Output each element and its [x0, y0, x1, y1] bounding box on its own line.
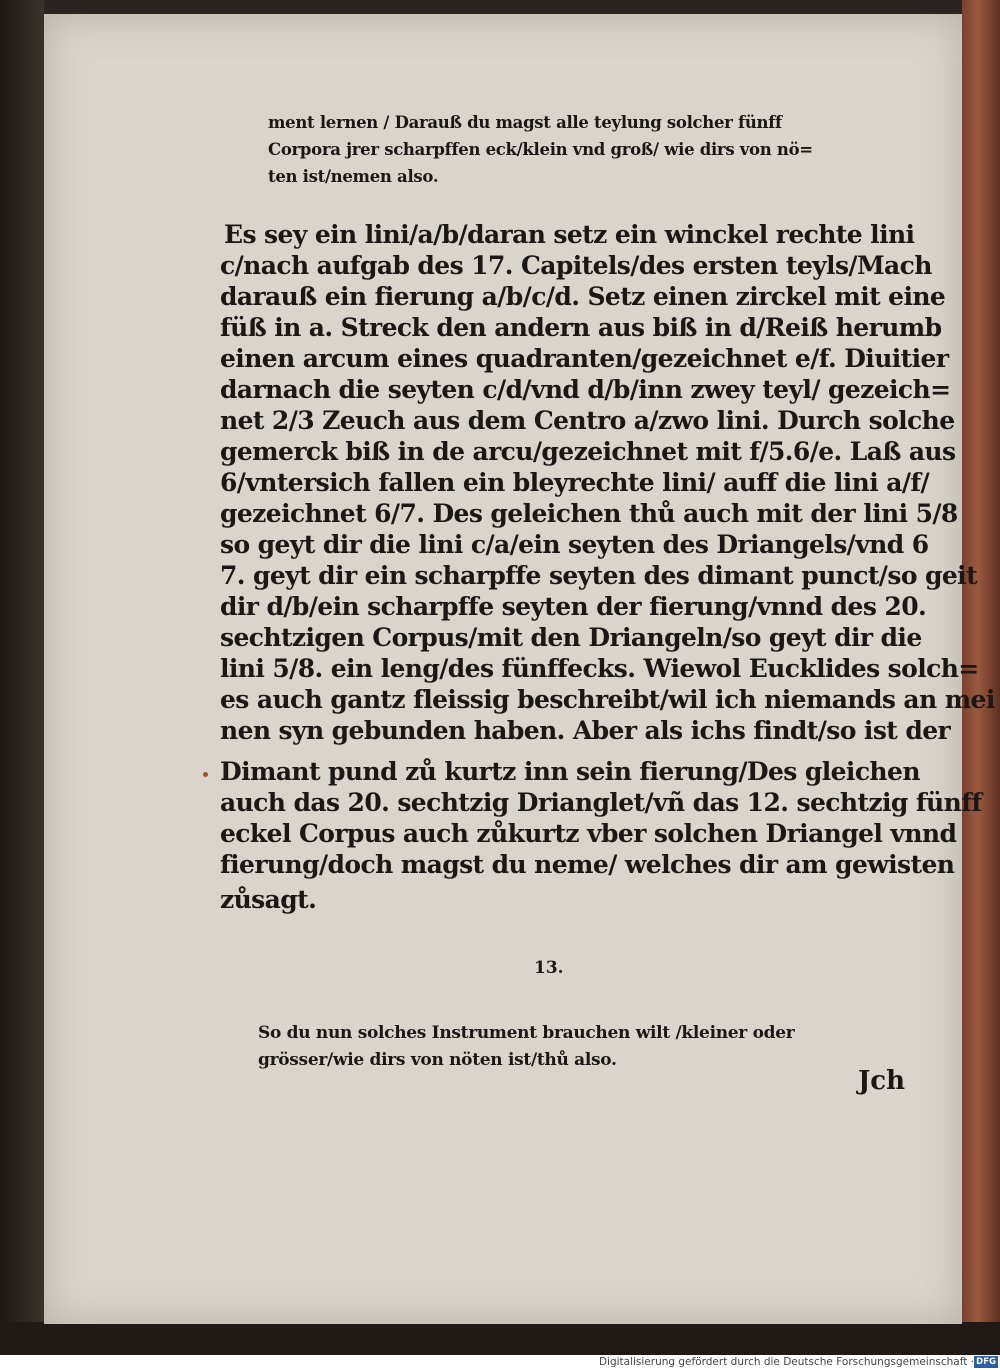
- body-line: auch das 20. sechtzig Drianglet/vñ das 12. sechtzig fünff: [220, 788, 982, 817]
- body-line: darnach die seyten c/d/vnd d/b/inn zwey teyl/ gezeich=: [220, 375, 951, 404]
- body-line: net 2/3 Zeuch aus dem Centro a/zwo lini. Durch solche: [220, 406, 955, 435]
- body-line: nen syn gebunden haben. Aber als ichs findt/so ist der: [220, 716, 951, 745]
- section-line: grösser/wie dirs von nöten ist/thů also.: [258, 1050, 617, 1070]
- body-line: c/nach aufgab des 17. Capitels/des ersten teyls/Mach: [220, 251, 932, 280]
- scan-left-edge: [0, 0, 44, 1355]
- page-number: 13.: [534, 958, 564, 978]
- body-line: 6/vntersich fallen ein bleyrechte lini/ auff die lini a/f/: [220, 468, 930, 497]
- body-line: darauß ein fierung a/b/c/d. Setz einen zirckel mit eine: [220, 282, 946, 311]
- body-line: eckel Corpus auch zůkurtz vber solchen Driangel vnnd: [220, 819, 957, 848]
- body-line: einen arcum eines quadranten/gezeichnet e/f. Diuitier: [220, 344, 949, 373]
- body-line: Es sey ein lini/a/b/daran setz ein winckel rechte lini: [224, 220, 915, 249]
- body-line: es auch gantz fleissig beschreibt/wil ich niemands an mei: [220, 685, 995, 714]
- intro-line: ten ist/nemen also.: [268, 167, 439, 186]
- intro-line: ment lernen / Darauß du magst alle teylung solcher fünff: [268, 113, 782, 132]
- body-line: gezeichnet 6/7. Des geleichen thů auch mit der lini 5/8: [220, 499, 958, 528]
- body-line: füß in a. Streck den andern aus biß in d/Reiß herumb: [220, 313, 942, 342]
- body-line: 7. geyt dir ein scharpffe seyten des dimant punct/so geit: [220, 561, 978, 590]
- dfg-logo: DFG: [976, 1357, 996, 1367]
- footer-credit: Digitalisierung gefördert durch die Deutsche Forschungsgemeinschaft ·: [598, 1356, 974, 1368]
- body-line: Dimant pund zů kurtz inn sein fierung/Des gleichen: [220, 757, 920, 786]
- body-line: lini 5/8. ein leng/des fünffecks. Wiewol Eucklides solch=: [220, 654, 979, 683]
- body-line: zůsagt.: [220, 885, 317, 914]
- body-line: sechtzigen Corpus/mit den Driangeln/so geyt dir die: [220, 623, 922, 652]
- section-line: So du nun solches Instrument brauchen wilt /kleiner oder: [258, 1023, 795, 1043]
- intro-line: Corpora jrer scharpffen eck/klein vnd groß/ wie dirs von nö=: [268, 140, 813, 159]
- margin-mark: [203, 772, 208, 777]
- body-line: dir d/b/ein scharpffe seyten der fierung/vnnd des 20.: [220, 592, 927, 621]
- body-line: so geyt dir die lini c/a/ein seyten des Driangels/vnd 6: [220, 530, 929, 559]
- body-line: gemerck biß in de arcu/gezeichnet mit f/5.6/e. Laß aus: [220, 437, 956, 466]
- catchword: Jch: [858, 1066, 906, 1096]
- scan-bottom-edge: [0, 1322, 1000, 1355]
- footer: [0, 1355, 1000, 1370]
- body-line: fierung/doch magst du neme/ welches dir am gewisten: [220, 850, 955, 879]
